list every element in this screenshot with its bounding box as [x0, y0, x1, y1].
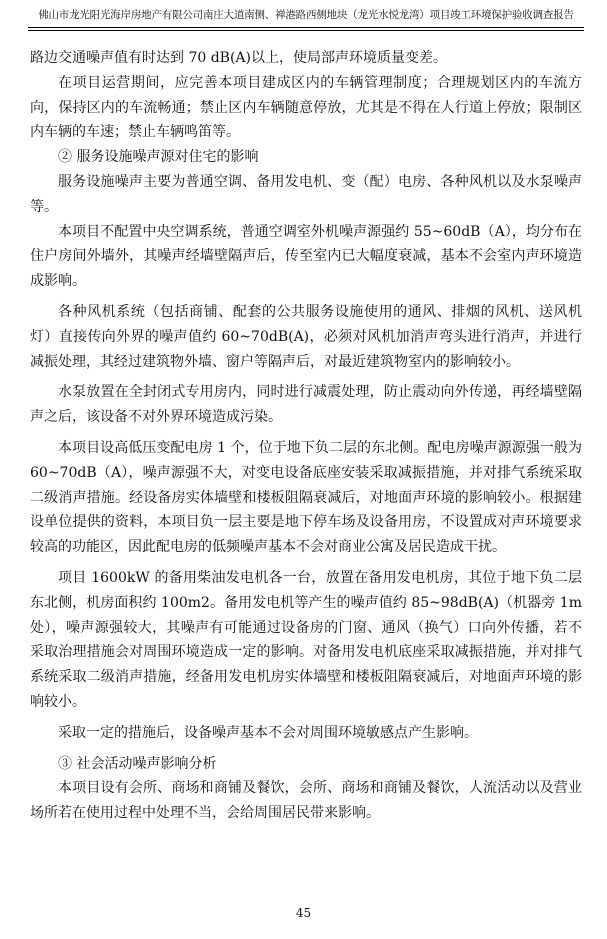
paragraph-social-activities: 本项目设有会所、商场和商铺及餐饮，会所、商场和商铺及餐饮，人流活动以及营业场所若在使用过程中处理不当，会给周围居民带来影响。 — [30, 780, 582, 822]
page-body — [30, 46, 582, 826]
page-header: 佛山市龙光阳光海岸房地产有限公司南庄大道南侧、禅港路西侧地块（龙光水悦龙湾）项目竣工环境保护验收调查报告 — [38, 9, 574, 21]
paragraph-water-pumps: 水泵放置在全封闭式专用房内，同时进行减震处理，防止震动向外传递，再经墙壁隔声之后，该设备不对外界环境造成污染。 — [30, 384, 582, 426]
paragraph-traffic-noise: 路边交通噪声值有时达到 70 dB(A)以上，使局部声环境质量变差。 — [30, 50, 447, 66]
page-number: 45 — [295, 906, 312, 920]
header-rule-thin — [28, 30, 584, 31]
header-rule-thick — [28, 27, 584, 28]
paragraph-service-noise-sources: 服务设施噪声主要为普通空调、备用发电机、变（配）电房、各种风机以及水泵噪声等。 — [30, 173, 582, 215]
paragraph-backup-generator: 项目 1600kW 的备用柴油发电机各一台，放置在备用发电机房，其位于地下负二层东北侧，机房面积约 100m2。备用发电机等产生的噪声值约 85~98dB(A)（机器旁 1m 处），噪声源强较大，其噪声有可能通过设备房的门窗、通风（换气）口向外传播，若不采取治理措施会对周围环境造成一定的影响。对备用发电机底座采取减振措施，并对排气系统采取二级消声措施，经备用发电机房实体墙壁和楼板阻隔衰减后，对地面声环境的影响较小。 — [30, 569, 582, 710]
paragraph-air-conditioning: 本项目不配置中央空调系统，普通空调室外机噪声源强约 55~60dB（A），均分布在住户房间外墙外，其噪声经墙壁隔声后，传至室内已大幅度衰减，基本不会室内声环境造成影响。 — [30, 223, 582, 290]
paragraph-vehicle-management: 在项目运营期间，应完善本项目建成区内的车辆管理制度；合理规划区内的车流方向，保持区内的车流畅通；禁止区内车辆随意停放，尤其是不得在人行道上停放；限制区内车辆的车速；禁止车辆鸣笛等。 — [30, 74, 582, 141]
paragraph-measures-summary: 采取一定的措施后，设备噪声基本不会对周围环境敏感点产生影响。 — [58, 724, 478, 741]
paragraph-substation: 本项目设高低压变配电房 1 个，位于地下负二层的东北侧。配电房噪声源源强一般为 60~70dB（A），噪声源强不大，对变电设备底座安装采取减振措施，并对排气系统采取二级消声措施。经设备房实体墙壁和楼板阻隔衰减后，对地面声环境的影响较小。根据建设单位提供的资料，本项目负一层主要是地下停车场及设备用房，不设置成对声环境要求较高的功能区，因此配电房的低频噪声基本不会对商业公寓及居民造成干扰。 — [30, 439, 582, 556]
paragraph-fan-systems: 各种风机系统（包括商铺、配套的公共服务设施使用的通风、排烟的风机、送风机灯）直接传向外界的噪声值约 60~70dB(A)，必须对风机加消声弯头进行消声，并进行减振处理，其经过建筑物外墙、窗户等隔声后，对最近建筑物室内的影响较小。 — [30, 303, 582, 370]
section-heading-service-noise: ② 服务设施噪声源对住宅的影响 — [58, 149, 259, 166]
section-heading-social-noise: ③ 社会活动噪声影响分析 — [58, 755, 217, 772]
